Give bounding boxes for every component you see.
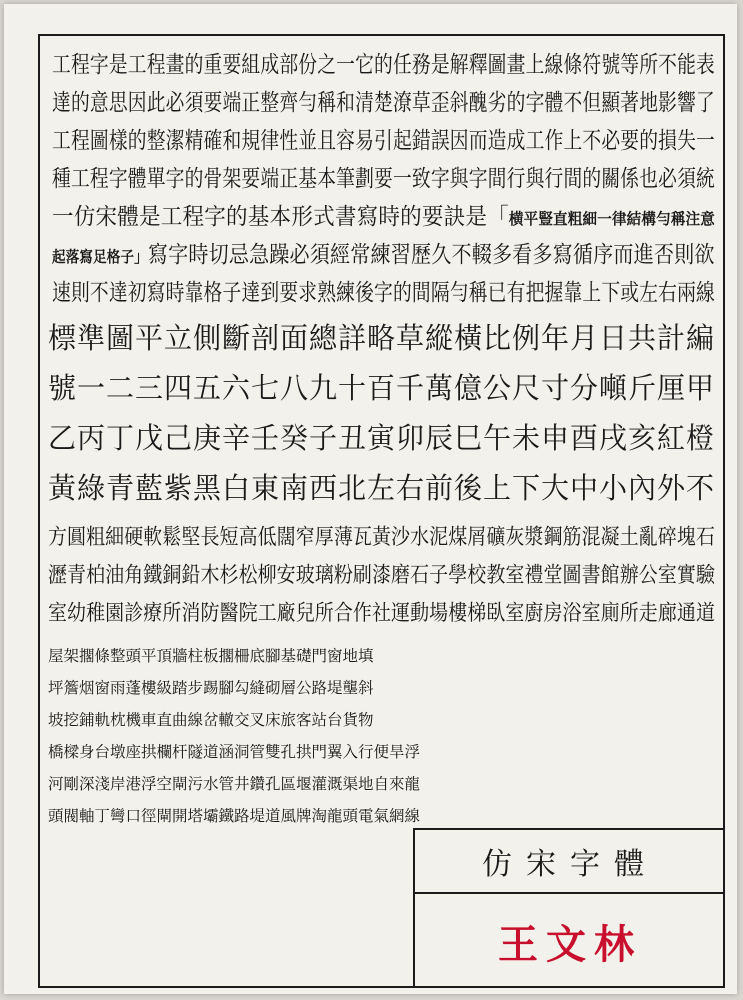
paragraph-line-6 — [52, 236, 715, 269]
paragraph-quote: 横平豎直粗細一律結構勻稱注意 — [508, 209, 716, 228]
medium-chars-line-3: 室幼稚園診療所消防醫院工廠兒所合作社運動場樓梯臥室廚房浴室廁所走廊通道 — [48, 601, 716, 626]
paragraph-quote-end: 起落寫足格子」 — [52, 247, 148, 266]
paragraph-line-2: 達的意思因此必須要端正整齊勻稱和清楚潦草歪斜醜劣的字體不但顯著地影響了 — [52, 90, 715, 116]
large-chars-line-4: 黃綠青藍紫黑白東南西北左右前後上下大中小內外不 — [48, 471, 716, 505]
paragraph-line-1: 工程字是工程畫的重要組成部份之一它的任務是解釋圖畫上線條符號等所不能表 — [52, 52, 715, 78]
small-chars-line-1: 屋架擱條整頭平頂牆柱板擱柵底腳基礎門窗地填 — [48, 647, 374, 665]
paragraph-line-3: 工程圖樣的整潔精確和規律性並且容易引起錯誤因而造成工作上不必要的損失一 — [52, 128, 715, 154]
large-chars-line-3: 乙丙丁戊己庚辛壬癸子丑寅卯辰巳午未申酉戌亥紅橙 — [48, 421, 716, 455]
title-block-title: 仿宋字體 — [415, 830, 725, 894]
small-chars-line-4: 橋樑身台墩座拱欄杆隧道涵洞管雙孔拱門翼入行便旱浮 — [48, 743, 421, 761]
small-chars-line-3: 坡挖鋪軌枕機車直曲線岔轍交叉床旅客站台貨物 — [48, 711, 374, 729]
medium-chars-line-1: 方圓粗細硬軟鬆堅長短高低闊窄厚薄瓦黃沙水泥煤屑礦灰漿鋼筋混凝土亂碎塊石 — [48, 525, 716, 550]
small-chars-line-5: 河剛深淺岸港浮空閘污水管井鑽孔區堰灌溉渠地自來龍 — [48, 775, 421, 793]
paper-sheet — [4, 4, 737, 994]
title-block — [413, 828, 725, 988]
drawing-frame — [38, 34, 725, 988]
title-block-name: 王文林 — [498, 920, 642, 968]
small-chars-line-6: 頭閥軸丁彎口徑閘開塔壩鐵路堤道風牌淘龍頭電氣網線 — [48, 807, 421, 825]
paragraph-text: 一仿宋體是工程字的基本形式書寫時的要訣是「 — [52, 204, 509, 230]
paragraph-line-7: 速則不達初寫時靠格子達到要求熟練後字的間隔勻稱已有把握靠上下或左右兩線 — [52, 280, 715, 306]
paragraph-line-4: 種工程字體單字的骨架要端正基本筆劃要一致字與字間行與行間的關係也必須統 — [52, 166, 715, 192]
medium-chars-line-2: 瀝青柏油角鐵銅鉛木杉松柳安玻璃粉刷漆磨石子學校教室禮堂圖書館辦公室實驗 — [48, 563, 716, 588]
small-chars-line-2: 坪簷烟窗雨蓬樓級踏步踢腳勾縫砌層公路堤壟斜 — [48, 679, 374, 697]
large-chars-line-1: 標準圖平立側斷剖面總詳略草縱橫比例年月日共計編 — [48, 321, 716, 355]
paragraph-text: 寫字時切忌急躁必須經常練習歷久不輟多看多寫循序而進否則欲 — [147, 242, 715, 268]
large-chars-line-2: 號一二三四五六七八九十百千萬億公尺寸分噸斤厘甲 — [48, 371, 716, 405]
paragraph-line-5 — [52, 198, 715, 231]
